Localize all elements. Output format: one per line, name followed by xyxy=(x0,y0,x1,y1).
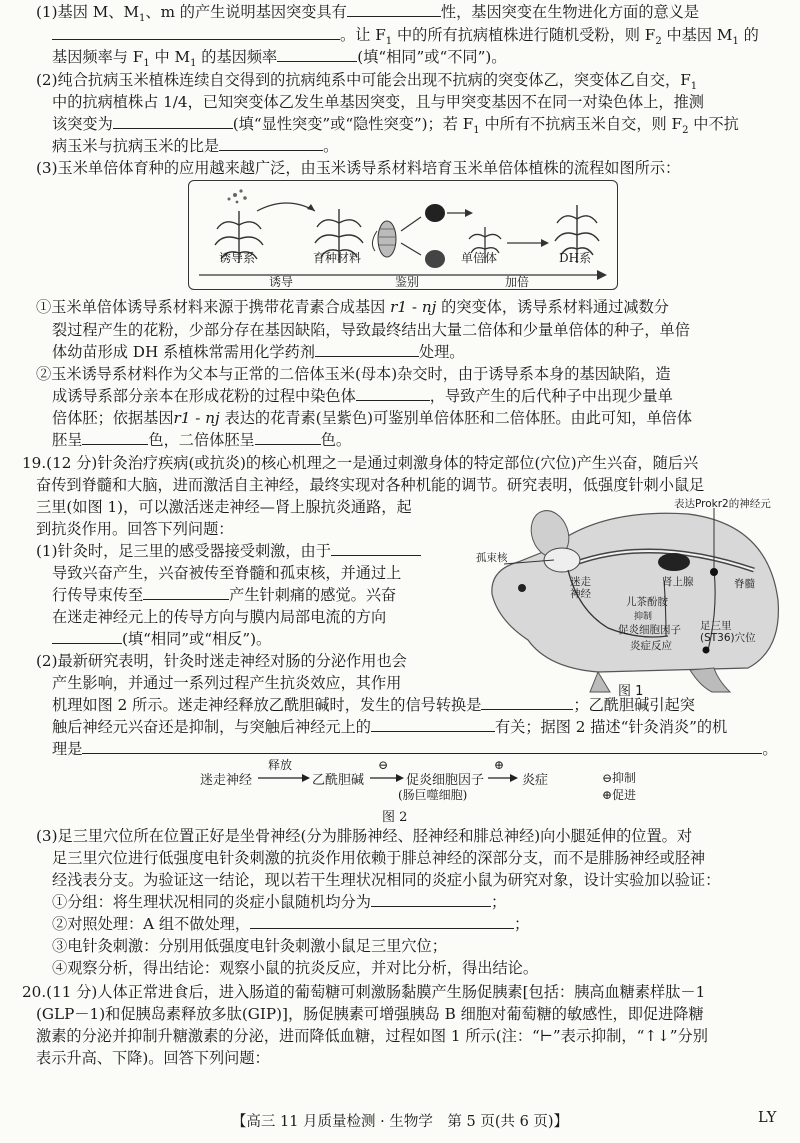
q18-part3-line1: (3)玉米单倍体育种的应用越来越广泛，由玉米诱导系材料培育玉米单倍体植株的流程如图所示： xyxy=(36,159,681,177)
q19-part1-line5: (填“相同”或“相反”)。 xyxy=(52,629,271,650)
q18-part2-line2: 中的抗病植株占 1/4，已知突变体乙发生单基因突变，且与甲突变基因不在同一对染色体上，推测 xyxy=(52,93,704,111)
q18-part2-line1: (2)纯合抗病玉米植株连续自交得到的抗病纯系中可能会出现不抗病的突变体乙，突变体乙自交，$F_1$ xyxy=(36,71,698,93)
answer-blank[interactable] xyxy=(219,136,323,151)
label-spinal-cord: 脊髓 xyxy=(734,578,755,590)
q20-stem-line2: (GLP－1)和促胰岛素释放多肽(GIP)]，肠促胰素可增强胰岛 B 细胞对葡萄糖的敏感性，即促进降糖 xyxy=(36,1005,704,1023)
q18-sub1-line3: 体幼苗形成 DH 系植株常需用化学药剂 处理。 xyxy=(52,343,465,361)
flow-inflammation: 炎症 xyxy=(522,773,549,788)
q18-sub2-line2: 成诱导系部分亲本在形成花粉的过程中染色体 ，导致产生的后代种子中出现少量单 xyxy=(52,387,673,405)
q19-part1-line3: 行传导束传至 产生针刺痛的感觉。兴奋 xyxy=(52,586,397,604)
q19-stem-line1: 19.(12 分)针灸治疗疾病(或抗炎)的核心机理之一是通过刺激身体的特定部位(穴位)产生兴奋，随后兴 xyxy=(22,454,699,472)
label-nts: 孤束核 xyxy=(476,552,508,564)
label-haploid: 单倍体 xyxy=(461,251,498,265)
label-catecholamine: 儿茶酚胺 xyxy=(626,596,668,608)
figure2-caption: 图 2 xyxy=(382,810,408,825)
haploid-breeding-figure xyxy=(188,180,618,290)
flow-cytokine-sub: (肠巨噬细胞) xyxy=(398,788,468,802)
label-inhibit: 抑制 xyxy=(634,612,653,622)
label-proinflammatory-cytokine: 促炎细胞因子 xyxy=(618,624,681,636)
answer-blank[interactable] xyxy=(331,541,421,556)
q18-sub1-line1: ①玉米单倍体诱导系材料来源于携带花青素合成基因 r1 - nj 的突变体，诱导系材料通过减数分 xyxy=(36,298,669,316)
answer-blank[interactable] xyxy=(356,386,430,401)
legend-promote: ⊕促进 xyxy=(602,788,637,802)
q20-stem-line3: 激素的分泌并抑制升糖激素的分泌，进而降低血糖，过程如图 1 所示(注：“⊢”表示抑制，“↑↓”分别 xyxy=(36,1027,708,1045)
answer-blank[interactable] xyxy=(52,25,340,40)
label-vagus-nerve: 迷走 神经 xyxy=(570,576,591,600)
q19-part2-line1: (2)最新研究表明，针灸时迷走神经对肠的分泌作用也会 xyxy=(36,652,407,670)
label-adrenal: 肾上腺 xyxy=(662,576,694,588)
figure2-flow xyxy=(198,758,788,825)
label-prokr2-neuron: 表达Prokr2的神经元 xyxy=(674,498,771,510)
q19-step2: ②对照处理：A 组不做处理， ； xyxy=(52,915,530,933)
answer-blank[interactable] xyxy=(315,342,419,357)
figure1-caption: 图 1 xyxy=(618,684,644,699)
flow-minus: ⊖ xyxy=(378,758,389,772)
q18-sub2-line1: ②玉米诱导系材料作为父本与正常的二倍体玉米(母本)杂交时，由于诱导系本身的基因缺陷，造 xyxy=(36,365,671,383)
answer-blank[interactable] xyxy=(371,717,495,732)
mouse-figure xyxy=(478,490,788,698)
label-induce: 诱导 xyxy=(269,275,294,289)
q19-part2-line5: 理是 。 xyxy=(52,740,778,758)
flow-cytokine: 促炎细胞因子 xyxy=(406,773,485,788)
answer-blank[interactable] xyxy=(255,430,321,445)
answer-blank[interactable] xyxy=(277,47,357,62)
q19-part1-line4: 在迷走神经元上的传导方向与膜内局部电流的方向 xyxy=(52,608,387,626)
q19-step3: ③电针灸刺激：分别用低强度电针灸刺激小鼠足三里穴位； xyxy=(52,937,447,955)
answer-blank[interactable] xyxy=(371,892,491,907)
q19-step4: ④观察分析，得出结论：观察小鼠的抗炎反应，并对比分析，得出结论。 xyxy=(52,959,538,977)
seed-dark-icon xyxy=(425,204,445,222)
q18-part1-line2: 。让 $F_1$ 中的所有抗病植株进行随机受粉，则 $F_2$ 中基因 $M_1$ 的 xyxy=(52,25,759,52)
q18-part1-line1: (1)基因 M、$M_1$、m 的产生说明基因突变具有 性，基因突变在生物进化方面的意义是 xyxy=(36,3,700,25)
label-breeding-material: 育种材料 xyxy=(313,251,362,265)
q20-stem-line1: 20.(11 分)人体正常进食后，进入肠道的葡萄糖可刺激肠黏膜产生肠促胰素[包括：胰高血糖素样肽－1 xyxy=(22,983,706,1001)
q20-stem-line4: 表示升高、下降)。回答下列问题： xyxy=(36,1049,270,1067)
q18-sub1-line2: 裂过程产生的花粉，少部分存在基因缺陷，导致最终结出大量二倍体和少量单倍体的种子，单倍 xyxy=(52,321,690,339)
corn-ear-icon xyxy=(372,221,396,257)
label-inducer: 诱导系 xyxy=(219,251,256,265)
flow-vagus: 迷走神经 xyxy=(200,773,253,788)
q19-part2-line2: 产生影响，并通过一系列过程产生抗炎效应，其作用 xyxy=(52,674,402,692)
label-identify: 鉴别 xyxy=(395,275,420,289)
q19-part3-line3: 经浅表分支。为验证这一结论，现以若干生理状况相同的炎症小鼠为研究对象，设计实验加以验证： xyxy=(52,871,721,889)
q19-part1-line1: (1)针灸时，足三里的感受器接受刺激，由于 xyxy=(36,541,421,562)
seed-icon xyxy=(425,250,445,268)
q18-part2-line3: 该突变为 (填“显性突变”或“隐性突变”)；若 $F_1$ 中所有不抗病玉米自交，则 $F_2$ 中不抗 xyxy=(52,115,739,137)
q19-part2-line4: 触后神经元兴奋还是抑制，与突触后神经元上的 有关；据图 2 描述“针灸消炎”的机 xyxy=(52,718,728,736)
q18-sub2-line3: 倍体胚；依据基因r1 - nj 表达的花青素(呈紫色)可鉴别单倍体胚和二倍体胚。由此可知，单倍体 xyxy=(52,409,693,427)
label-inflammation: 炎症反应 xyxy=(630,640,672,652)
q19-part3-line1: (3)足三里穴位所在位置正好是坐骨神经(分为腓肠神经、胫神经和腓总神经)向小腿延伸的位置。对 xyxy=(36,827,693,845)
q19-part3-line2: 足三里穴位进行低强度电针灸刺激的抗炎作用依赖于腓总神经的深部分支，而不是腓肠神经或胫神 xyxy=(52,849,706,867)
answer-blank[interactable] xyxy=(143,585,229,600)
q19-part2-line3: 机理如图 2 所示。迷走神经释放乙酰胆碱时，发生的信号转换是 ；乙酰胆碱引起突 xyxy=(52,696,695,714)
q19-stem-line3: 三里(如图 1)，可以激活迷走神经—肾上腺抗炎通路，起 xyxy=(36,498,412,516)
answer-blank[interactable] xyxy=(82,739,762,754)
q19-stem-line2: 奋传到脊髓和大脑，进而激活自主神经，最终实现对各种机能的调节。研究表明，低强度针刺小鼠足 xyxy=(36,476,705,494)
answer-blank[interactable] xyxy=(82,430,148,445)
q19-part1-line2: 导致兴奋产生，兴奋被传至脊髓和孤束核，并通过上 xyxy=(52,564,402,582)
prokr2-neuron-dot xyxy=(710,568,718,576)
answer-blank[interactable] xyxy=(347,2,441,17)
answer-blank[interactable] xyxy=(113,114,233,129)
legend-inhibit: ⊖抑制 xyxy=(602,771,637,785)
label-double: 加倍 xyxy=(505,275,530,289)
adrenal-gland-icon xyxy=(658,553,690,571)
q19-step1: ①分组：将生理状况相同的炎症小鼠随机均分为 ； xyxy=(52,893,507,911)
label-dh-line: DH系 xyxy=(559,251,592,265)
label-acupoint: 足三里 (ST36)穴位 xyxy=(700,620,756,644)
flow-release: 释放 xyxy=(268,758,293,772)
flow-ach: 乙酰胆碱 xyxy=(312,773,365,788)
page-footer: 【高三 11 月质量检测 · 生物学 第 5 页(共 6 页)】 xyxy=(231,1114,569,1130)
acupoint-dot xyxy=(703,647,710,654)
q18-part1-line3: 基因频率与 $F_1$ 中 $M_1$ 的基因频率 (填“相同”或“不同”)。 xyxy=(52,48,507,70)
q19-stem-line4: 到抗炎作用。回答下列问题： xyxy=(36,520,234,538)
q18-part2-line4: 病玉米与抗病玉米的比是 。 xyxy=(52,137,339,155)
q18-sub2-line4: 胚呈 色，二倍体胚呈 色。 xyxy=(52,431,352,449)
answer-blank[interactable] xyxy=(52,629,122,644)
footer-code: LY xyxy=(758,1110,777,1126)
answer-blank[interactable] xyxy=(250,914,514,929)
flow-plus: ⊕ xyxy=(494,758,505,772)
